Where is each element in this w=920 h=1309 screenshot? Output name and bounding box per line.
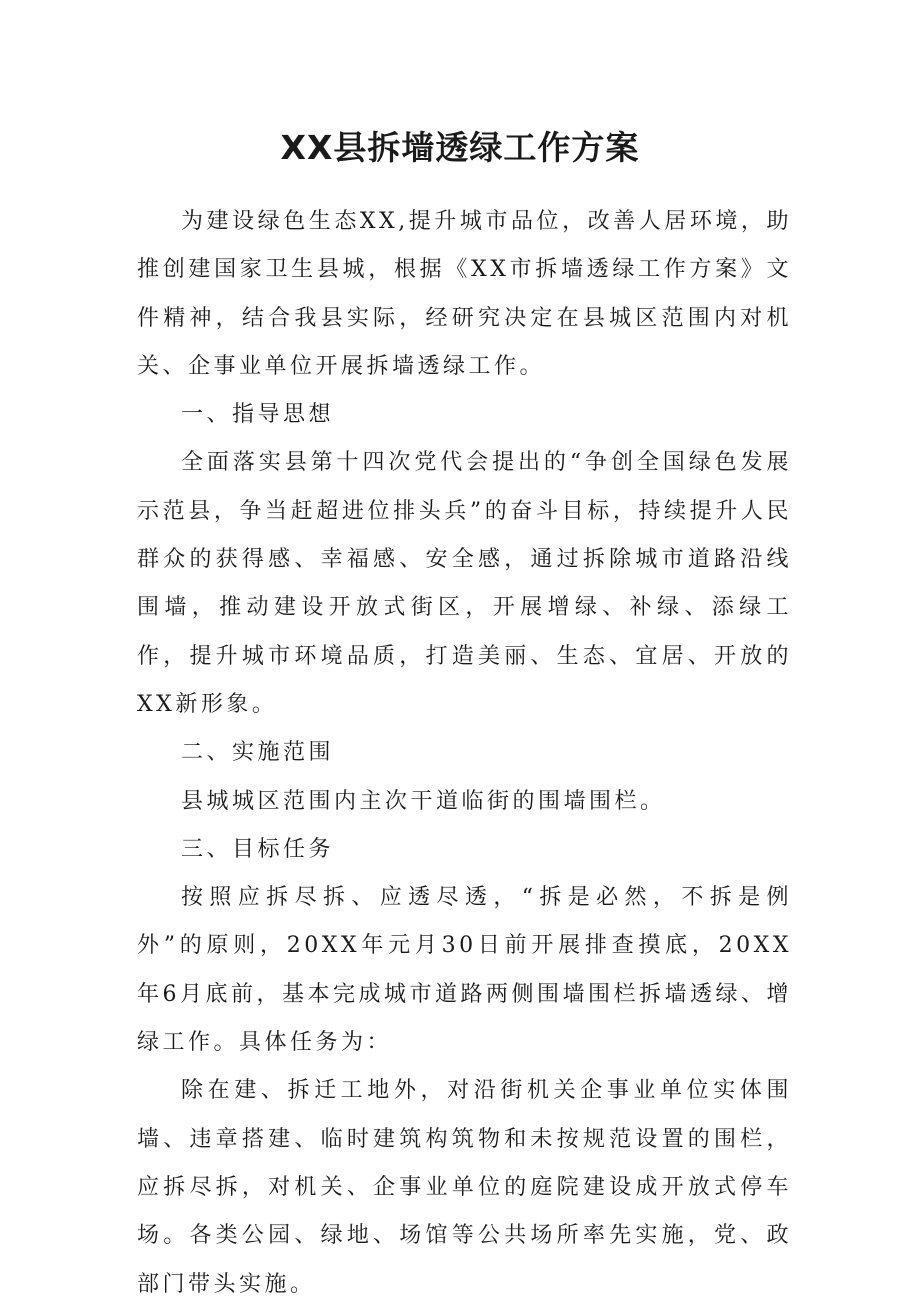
objectives-paragraph: 按照应拆尽拆、应透尽透，“拆是必然，不拆是例外”的原则，20XX年元月30日前开展排查摸底，20XX年6月底前，基本完成城市道路两侧围墙围栏拆墙透绿、增绿工作。具体任务为： (137, 885, 792, 1056)
scope-paragraph: 县城城区范围内主次干道临街的围墙围栏。 (181, 788, 666, 814)
document-title: XX县拆墙透绿工作方案 (280, 128, 640, 167)
section-heading-guiding-ideology: 一、指导思想 (181, 402, 335, 428)
section-heading-scope: 二、实施范围 (181, 740, 335, 766)
guiding-ideology-paragraph: 全面落实县第十四次党代会提出的“争创全国绿色发展示范县，争当赶超进位排头兵”的奋斗目标，持续提升人民群众的获得感、幸福感、安全感，通过拆除城市道路沿线围墙，推动建设开放式街区，开展增绿、补绿、添绿工作，提升城市环境品质，打造美丽、生态、宜居、开放的XX新形象。 (137, 450, 792, 717)
document-body (137, 198, 792, 1309)
intro-paragraph: 为建设绿色生态XX,提升城市品位，改善人居环境，助推创建国家卫生县城，根据《XX市拆墙透绿工作方案》文件精神，结合我县实际，经研究决定在县城区范围内对机关、企事业单位开展拆墙透绿工作。 (137, 209, 792, 379)
tasks-paragraph: 除在建、拆迁工地外，对沿街机关企事业单位实体围墙、违章搭建、临时建筑构筑物和未按规范设置的围栏，应拆尽拆，对机关、企事业单位的庭院建设成开放式停车场。各类公园、绿地、场馆等公共场所率先实施，党、政部门带头实施。 (137, 1078, 792, 1297)
section-heading-objectives: 三、目标任务 (181, 836, 335, 862)
